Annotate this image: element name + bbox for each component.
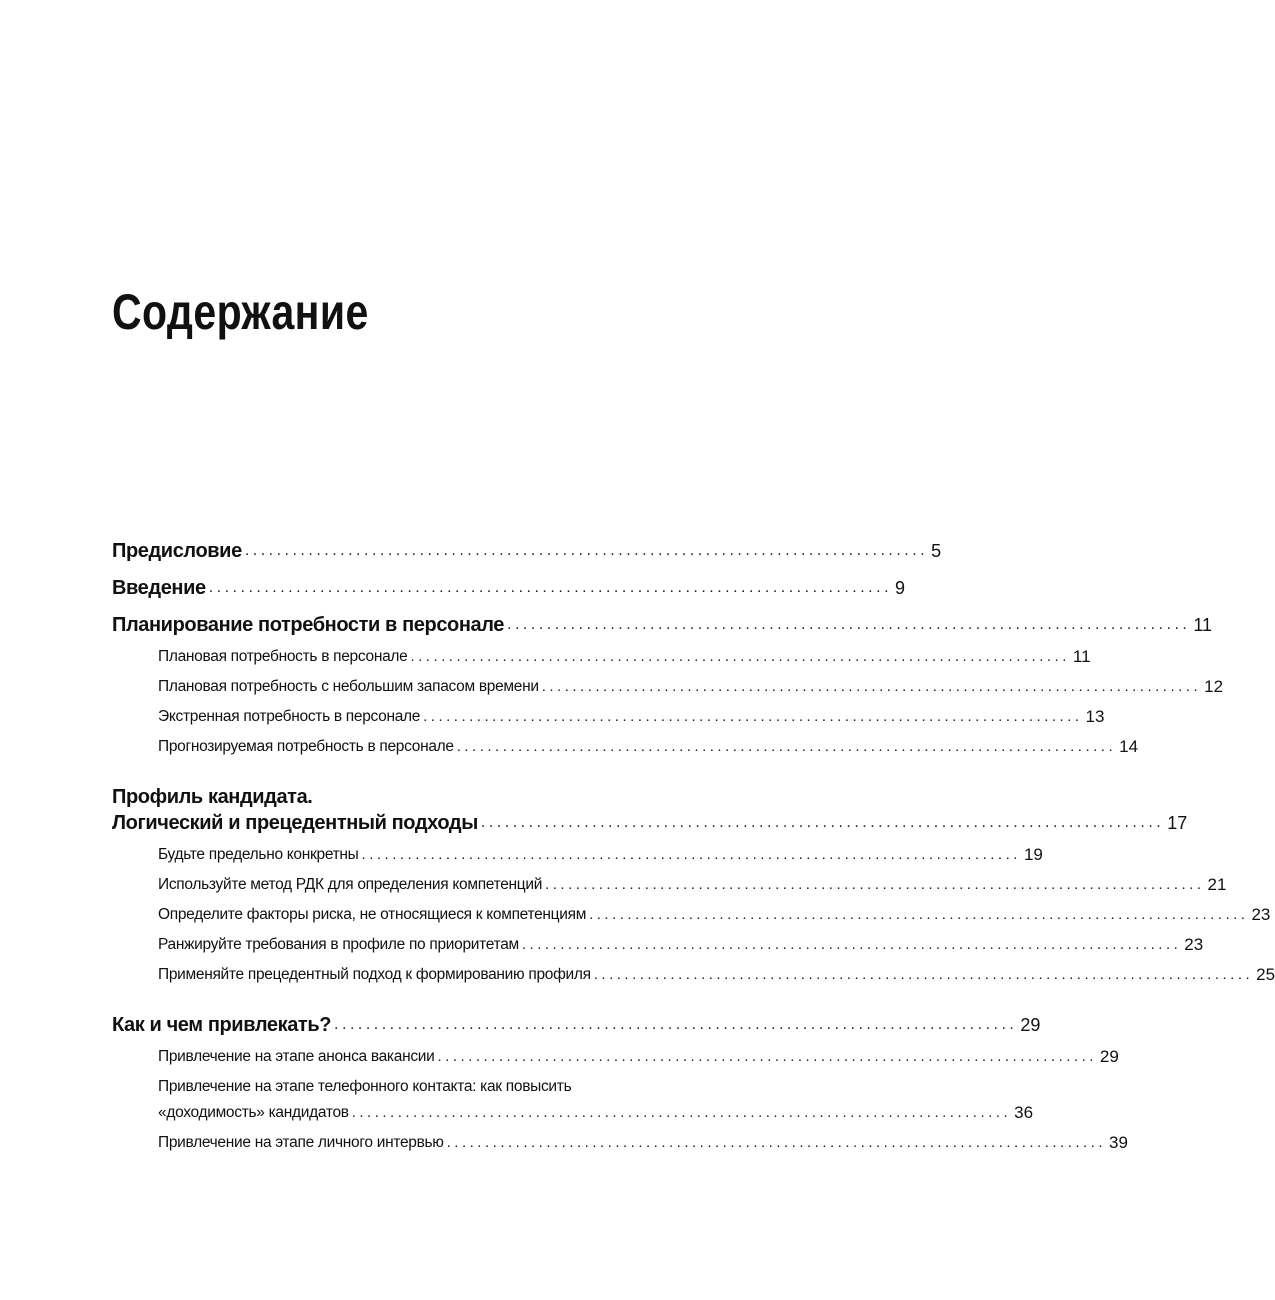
toc-subentry[interactable] xyxy=(158,736,1139,758)
dot-leader: ...................................................................................... xyxy=(423,708,1083,725)
toc-subentry[interactable] xyxy=(158,934,1204,956)
toc-subentry-label: «доходимость» кандидатов xyxy=(158,1104,349,1121)
toc-subentry-label: Определите факторы риска, не относящиеся к компетенциям xyxy=(158,906,587,923)
dot-leader: ...................................................................................... xyxy=(456,738,1117,755)
dot-leader: ...................................................................................... xyxy=(480,814,1165,831)
toc-page-number: 13 xyxy=(1085,707,1105,726)
toc-subentry[interactable] xyxy=(158,646,1091,668)
toc-subentry[interactable] xyxy=(158,1102,1034,1124)
toc-page-number: 19 xyxy=(1023,845,1043,864)
dot-leader: ...................................................................................... xyxy=(507,616,1191,633)
toc-page-number: 11 xyxy=(1193,615,1213,635)
toc-entry-attract[interactable] xyxy=(112,1012,1041,1038)
toc-subentry-label: Плановая потребность в персонале xyxy=(158,648,408,665)
toc-page-number: 14 xyxy=(1119,737,1139,756)
dot-leader: ...................................................................................... xyxy=(334,1016,1018,1033)
toc-page-number: 25 xyxy=(1256,965,1275,984)
dot-leader: ...................................................................................... xyxy=(244,542,929,559)
toc-entry-label: Планирование потребности в персонале xyxy=(112,614,505,636)
dot-leader: ...................................................................................... xyxy=(593,966,1254,983)
dot-leader: ...................................................................................... xyxy=(521,936,1182,953)
dot-leader: ...................................................................................... xyxy=(208,579,893,596)
toc-subentry-label: Привлечение на этапе личного интервью xyxy=(158,1134,444,1151)
dot-leader: ...................................................................................... xyxy=(351,1104,1012,1121)
toc-subentry-label-line1[interactable]: Привлечение на этапе телефонного контакта: как повысить xyxy=(158,1078,572,1095)
toc-page-number: 23 xyxy=(1251,905,1271,924)
toc-entry-profile[interactable] xyxy=(112,810,1188,836)
toc-subentry-label: Будьте предельно конкретны xyxy=(158,846,359,863)
toc-page-number: 9 xyxy=(895,578,906,598)
toc-page-number: 29 xyxy=(1020,1015,1041,1035)
toc-page-number: 29 xyxy=(1099,1047,1119,1066)
toc-subentry-label: Привлечение на этапе анонса вакансии xyxy=(158,1048,435,1065)
toc-subentry[interactable] xyxy=(158,964,1275,986)
toc-page-number: 11 xyxy=(1072,647,1091,666)
toc-entry-label: Предисловие xyxy=(112,540,242,562)
toc-subentry[interactable] xyxy=(158,706,1105,728)
dot-leader: ...................................................................................... xyxy=(361,846,1021,863)
toc-entry-planning[interactable] xyxy=(112,612,1213,638)
dot-leader: ...................................................................................... xyxy=(589,906,1249,923)
toc-page-number: 12 xyxy=(1204,677,1224,696)
toc-subentry[interactable] xyxy=(158,844,1043,866)
page-title: Содержание xyxy=(112,284,369,340)
dot-leader: ...................................................................................... xyxy=(410,648,1070,665)
toc-entry-intro[interactable] xyxy=(112,575,906,601)
toc-subentry[interactable] xyxy=(158,904,1271,926)
toc-subentry-label: Плановая потребность с небольшим запасом времени xyxy=(158,678,539,695)
toc-subentry-label: Прогнозируемая потребность в персонале xyxy=(158,738,454,755)
toc-subentry-label: Применяйте прецедентный подход к формированию профиля xyxy=(158,966,591,983)
toc-page-number: 39 xyxy=(1109,1133,1128,1152)
toc-page-number: 23 xyxy=(1184,935,1204,954)
dot-leader: ...................................................................................... xyxy=(545,876,1205,893)
toc-entry-label: Введение xyxy=(112,577,206,599)
table-of-contents xyxy=(112,538,1275,1154)
toc-page-number: 36 xyxy=(1014,1103,1034,1122)
toc-page-number: 17 xyxy=(1167,813,1188,833)
dot-leader: ...................................................................................... xyxy=(541,678,1202,695)
toc-subentry[interactable] xyxy=(158,1132,1128,1154)
toc-entry-preface[interactable] xyxy=(112,538,942,564)
toc-subentry[interactable] xyxy=(158,874,1227,896)
dot-leader: ...................................................................................... xyxy=(437,1048,1097,1065)
toc-page-number: 21 xyxy=(1207,875,1227,894)
toc-entry-profile-line1[interactable]: Профиль кандидата. xyxy=(112,786,313,808)
toc-subentry-label: Ранжируйте требования в профиле по приоритетам xyxy=(158,936,519,953)
dot-leader: ...................................................................................... xyxy=(446,1134,1107,1151)
toc-page-number: 5 xyxy=(931,541,942,561)
toc-entry-label: Как и чем привлекать? xyxy=(112,1014,332,1036)
toc-subentry[interactable] xyxy=(158,676,1224,698)
toc-entry-label: Логический и прецедентный подходы xyxy=(112,812,478,834)
toc-subentry[interactable] xyxy=(158,1046,1119,1068)
toc-subentry-label: Экстренная потребность в персонале xyxy=(158,708,421,725)
toc-subentry-label: Используйте метод РДК для определения компетенций xyxy=(158,876,543,893)
